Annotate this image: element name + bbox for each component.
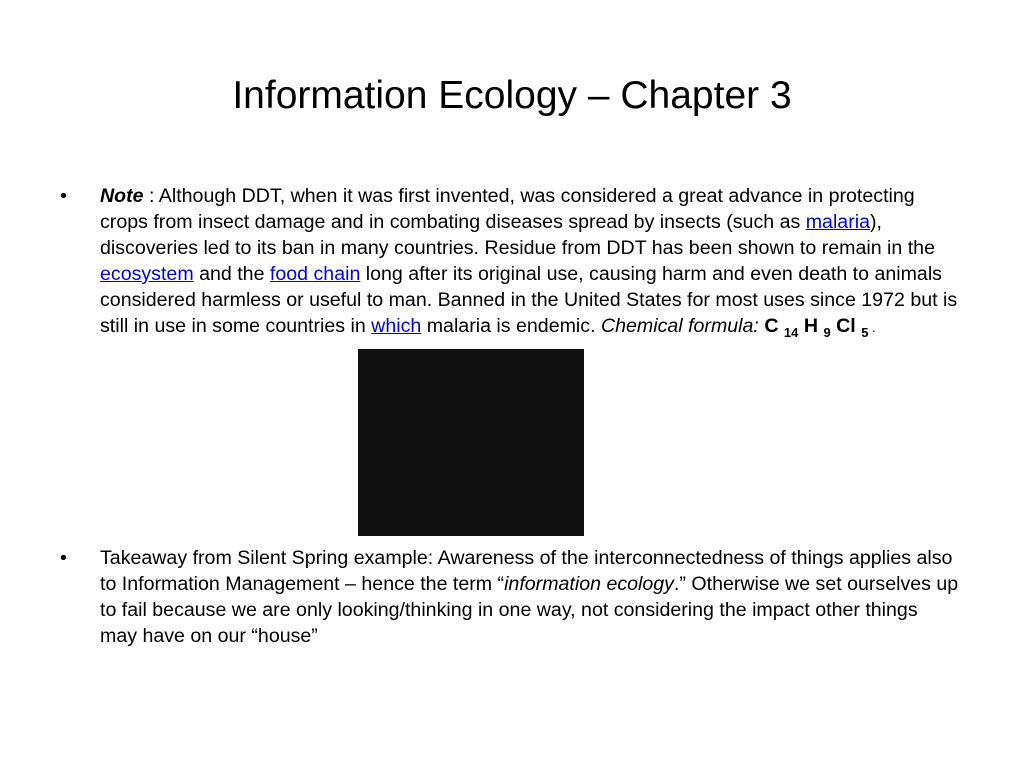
information-ecology-term: information ecology (504, 573, 674, 595)
malaria-link[interactable]: malaria (805, 211, 870, 233)
note-text-part4: long after its original use, causing harm and even death to animals considered harmless or useful to man. Banned in the United States for most uses since 1972 but is still in use in some countries in (100, 263, 958, 337)
note-text-part3: and the (193, 263, 270, 285)
slide-title: Information Ecology – Chapter 3 (232, 74, 792, 117)
bullet-icon: • (60, 547, 67, 569)
formula-end: . (868, 320, 876, 335)
formula-cl: Cl (836, 315, 856, 337)
bullet-spacer (60, 536, 960, 545)
formula-h: H (803, 315, 818, 337)
bullet-list (60, 183, 960, 649)
bullet-item-takeaway (60, 545, 960, 649)
note-text-part1: : Although DDT, when it was first invented, was considered a great advance in protecting crops from insect damage and in combating diseases spread by insects (such as (100, 185, 915, 233)
bullet-item-note (60, 183, 960, 536)
bullet-text (100, 547, 958, 647)
which-link[interactable]: which (371, 315, 422, 337)
formula-c: C (764, 315, 779, 337)
formula-c-subscript: 14 (783, 325, 799, 340)
note-text-part2: ), discoveries led to its ban in many countries. Residue from DDT has been shown to remain in the (100, 211, 935, 259)
ecosystem-link[interactable]: ecosystem (100, 263, 194, 285)
note-label: Note (100, 185, 144, 207)
takeaway-text-part2: .” Otherwise we set ourselves up to fail because we are only looking/thinking in one way, not considering the impact other things may have on our “house” (100, 573, 959, 647)
formula-cl-subscript: 5 (861, 325, 869, 340)
note-text-part5: malaria is endemic. (421, 315, 601, 337)
takeaway-text-part1: Takeaway from Silent Spring example: Awareness of the interconnectedness of things applies also to Information Management – hence the term “ (100, 547, 953, 595)
food-chain-link[interactable]: food chain (269, 263, 361, 285)
ddt-structure-image (358, 349, 584, 536)
formula-label: Chemical formula: (600, 315, 759, 337)
bullet-text (100, 185, 958, 340)
bullet-icon: • (60, 185, 67, 207)
formula-h-subscript: 9 (823, 325, 831, 340)
